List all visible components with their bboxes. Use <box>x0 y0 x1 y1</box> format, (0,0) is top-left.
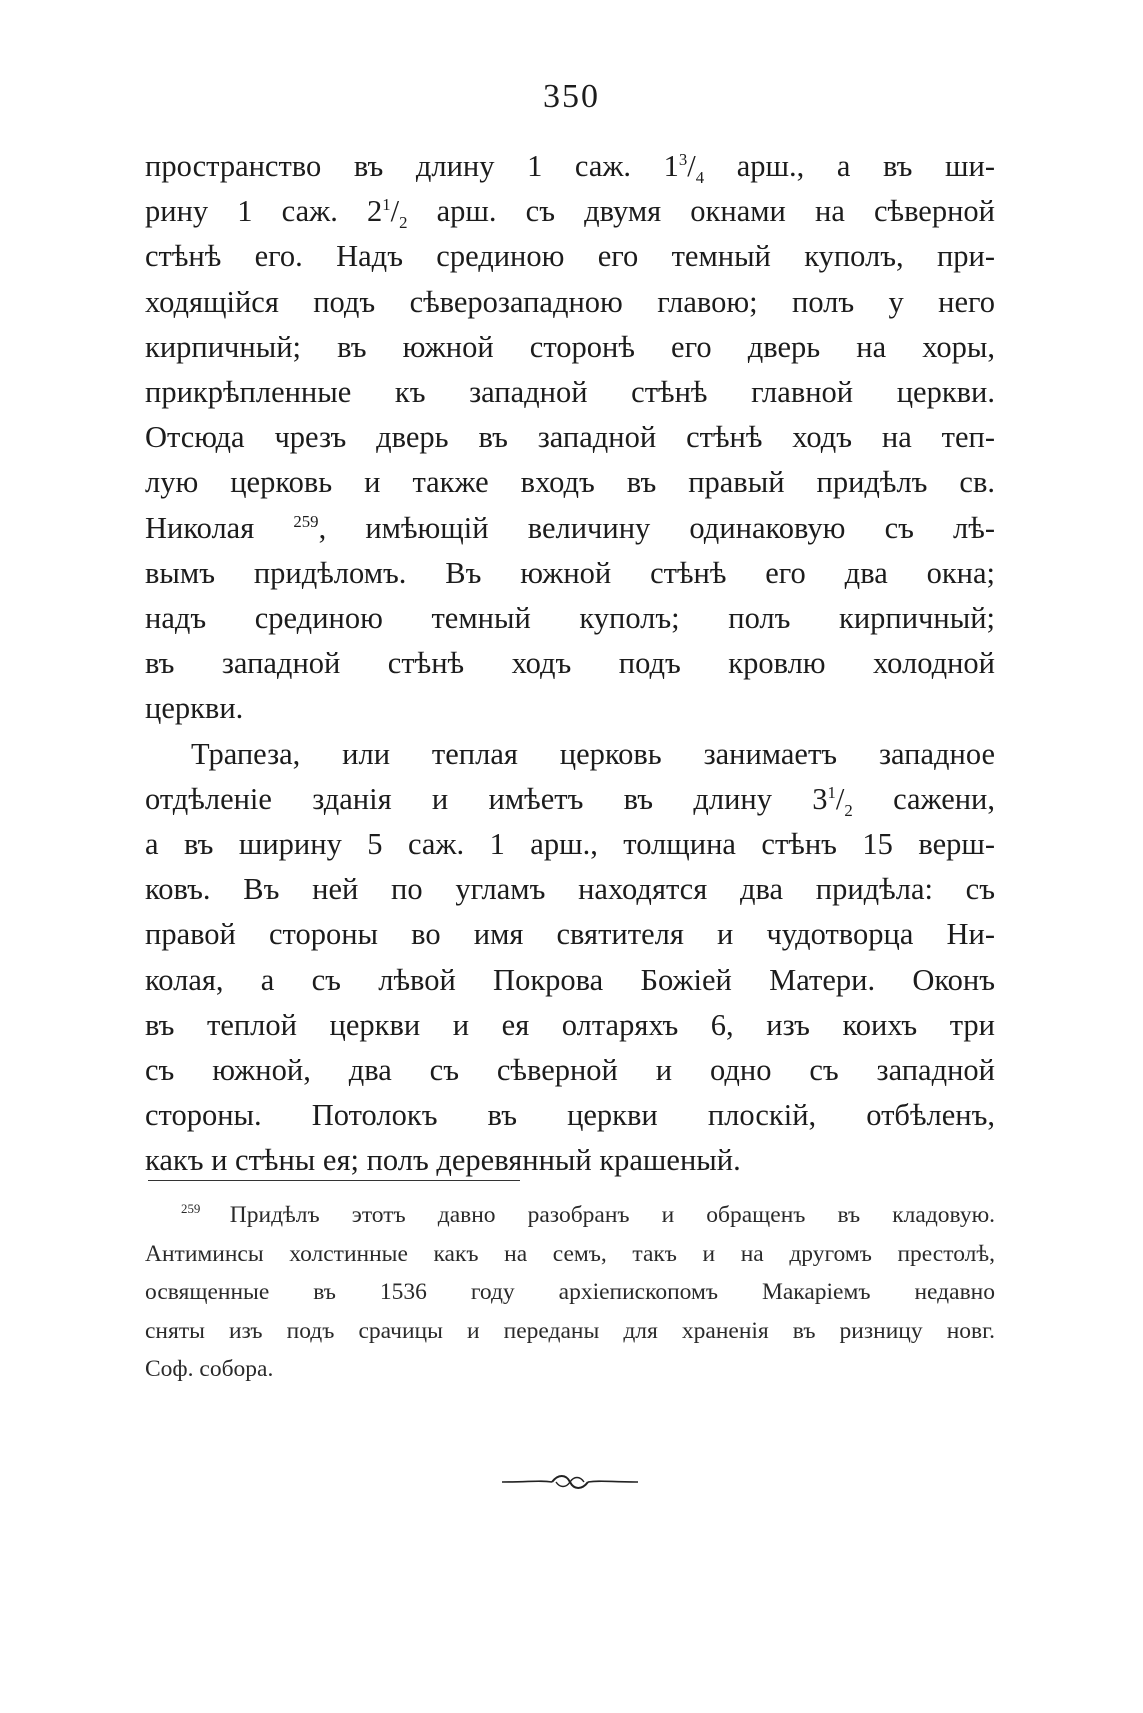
text-line <box>145 189 995 234</box>
footnote-line <box>145 1273 995 1312</box>
line-text: Николая <box>145 510 294 545</box>
text-line <box>145 641 995 686</box>
line-text: сажени, <box>852 781 995 816</box>
text-line <box>145 1138 995 1183</box>
line-text: ковъ. Въ ней по угламъ находятся два придѣла: съ <box>145 872 995 907</box>
text-line <box>145 777 995 822</box>
text-line <box>145 596 995 641</box>
line-text: Трапеза, или теплая церковь занимаетъ западное <box>191 736 995 771</box>
fraction-part: 1 <box>382 195 391 215</box>
text-line <box>145 867 995 912</box>
fraction-part: 2 <box>399 213 408 233</box>
line-text: правой стороны во имя святителя и чудотворца Ни- <box>145 917 995 952</box>
line-text: стѣнѣ его. Надъ срединою его темный куполъ, при- <box>145 239 995 274</box>
fraction-part: 3 <box>678 149 688 169</box>
footnote-text: Придѣлъ этотъ давно разобранъ и обращенъ въ кладовую. <box>229 1202 995 1228</box>
fraction-part: / <box>390 194 400 229</box>
line-text: вымъ придѣломъ. Въ южной стѣнѣ его два окна; <box>145 555 995 590</box>
footnote-text: освященные въ 1536 году архіепископомъ Макаріемъ недавно <box>145 1279 995 1305</box>
main-text <box>145 144 995 1184</box>
fraction-part: 2 <box>844 800 853 820</box>
line-text: какъ и стѣны ея; полъ деревянный крашеный. <box>145 1143 741 1178</box>
line-text: прикрѣпленные къ западной стѣнѣ главной церкви. <box>145 375 995 410</box>
text-line <box>145 234 995 279</box>
text-line <box>145 144 995 189</box>
line-text: съ южной, два съ сѣверной и одно съ западной <box>145 1053 995 1088</box>
text-line <box>145 822 995 867</box>
line-text: ходящійся подъ сѣверозападною главою; полъ у него <box>145 284 995 319</box>
page-number: 350 <box>543 78 600 115</box>
line-text: арш. съ двумя окнами на сѣверной <box>407 194 995 229</box>
fraction-part: 259 <box>293 511 319 531</box>
line-text: пространство въ длину 1 саж. 1 <box>145 149 679 183</box>
fraction-part: / <box>835 781 845 816</box>
text-line <box>145 1003 995 1048</box>
footnote-line <box>145 1350 995 1389</box>
text-line <box>145 958 995 1003</box>
paragraph-1 <box>145 144 995 732</box>
line-text: а въ ширину 5 саж. 1 арш., толщина стѣнъ 15 верш- <box>145 827 995 862</box>
text-line <box>145 732 995 777</box>
footnote <box>145 1196 995 1389</box>
text-line <box>145 506 995 551</box>
footnote-marker: 259 <box>181 1201 230 1217</box>
fraction-part: / <box>687 149 696 183</box>
line-text: колая, а съ лѣвой Покрова Божіей Матери. Оконъ <box>145 962 995 997</box>
fraction-part: 1 <box>827 782 836 802</box>
fraction-part: 4 <box>695 168 705 188</box>
text-line <box>145 686 995 731</box>
footnote-text: Соф. собора. <box>145 1356 274 1382</box>
line-text: отдѣленіе зданія и имѣетъ въ длину 3 <box>145 781 828 816</box>
text-line <box>145 280 995 325</box>
line-text: церкви. <box>145 691 244 726</box>
footnote-divider <box>148 1180 520 1181</box>
text-line <box>145 370 995 415</box>
line-text: стороны. Потолокъ въ церкви плоскій, отбѣленъ, <box>145 1098 995 1133</box>
line-text: рину 1 саж. 2 <box>145 194 383 229</box>
text-line <box>145 415 995 460</box>
text-line <box>145 912 995 957</box>
footnote-text: сняты изъ подъ срачицы и переданы для храненія въ ризницу новг. <box>145 1317 995 1344</box>
line-text: , имѣющій величину одинаковую съ лѣ- <box>318 510 995 545</box>
paragraph-2 <box>145 732 995 1184</box>
text-line <box>145 551 995 596</box>
text-line <box>145 1093 995 1138</box>
footnote-line <box>145 1196 995 1235</box>
text-line <box>145 460 995 505</box>
line-text: арш., а въ ши- <box>704 149 995 183</box>
tailpiece-ornament <box>500 1470 640 1494</box>
footnote-line <box>145 1235 995 1274</box>
line-text: Отсюда чрезъ дверь въ западной стѣнѣ ходъ на теп- <box>145 420 995 455</box>
text-line <box>145 325 995 370</box>
line-text: въ теплой церкви и ея олтаряхъ 6, изъ коихъ три <box>145 1007 995 1042</box>
footnote-text: Антиминсы холстинные какъ на семъ, такъ и на другомъ престолѣ, <box>145 1240 995 1267</box>
line-text: надъ срединою темный куполъ; полъ кирпичный; <box>145 601 995 636</box>
line-text: кирпичный; въ южной сторонѣ его дверь на хоры, <box>145 329 995 364</box>
line-text: въ западной стѣнѣ ходъ подъ кровлю холодной <box>145 646 995 681</box>
footnote-line <box>145 1312 995 1351</box>
line-text: лую церковь и также входъ въ правый придѣлъ св. <box>145 465 995 500</box>
text-line <box>145 1048 995 1093</box>
